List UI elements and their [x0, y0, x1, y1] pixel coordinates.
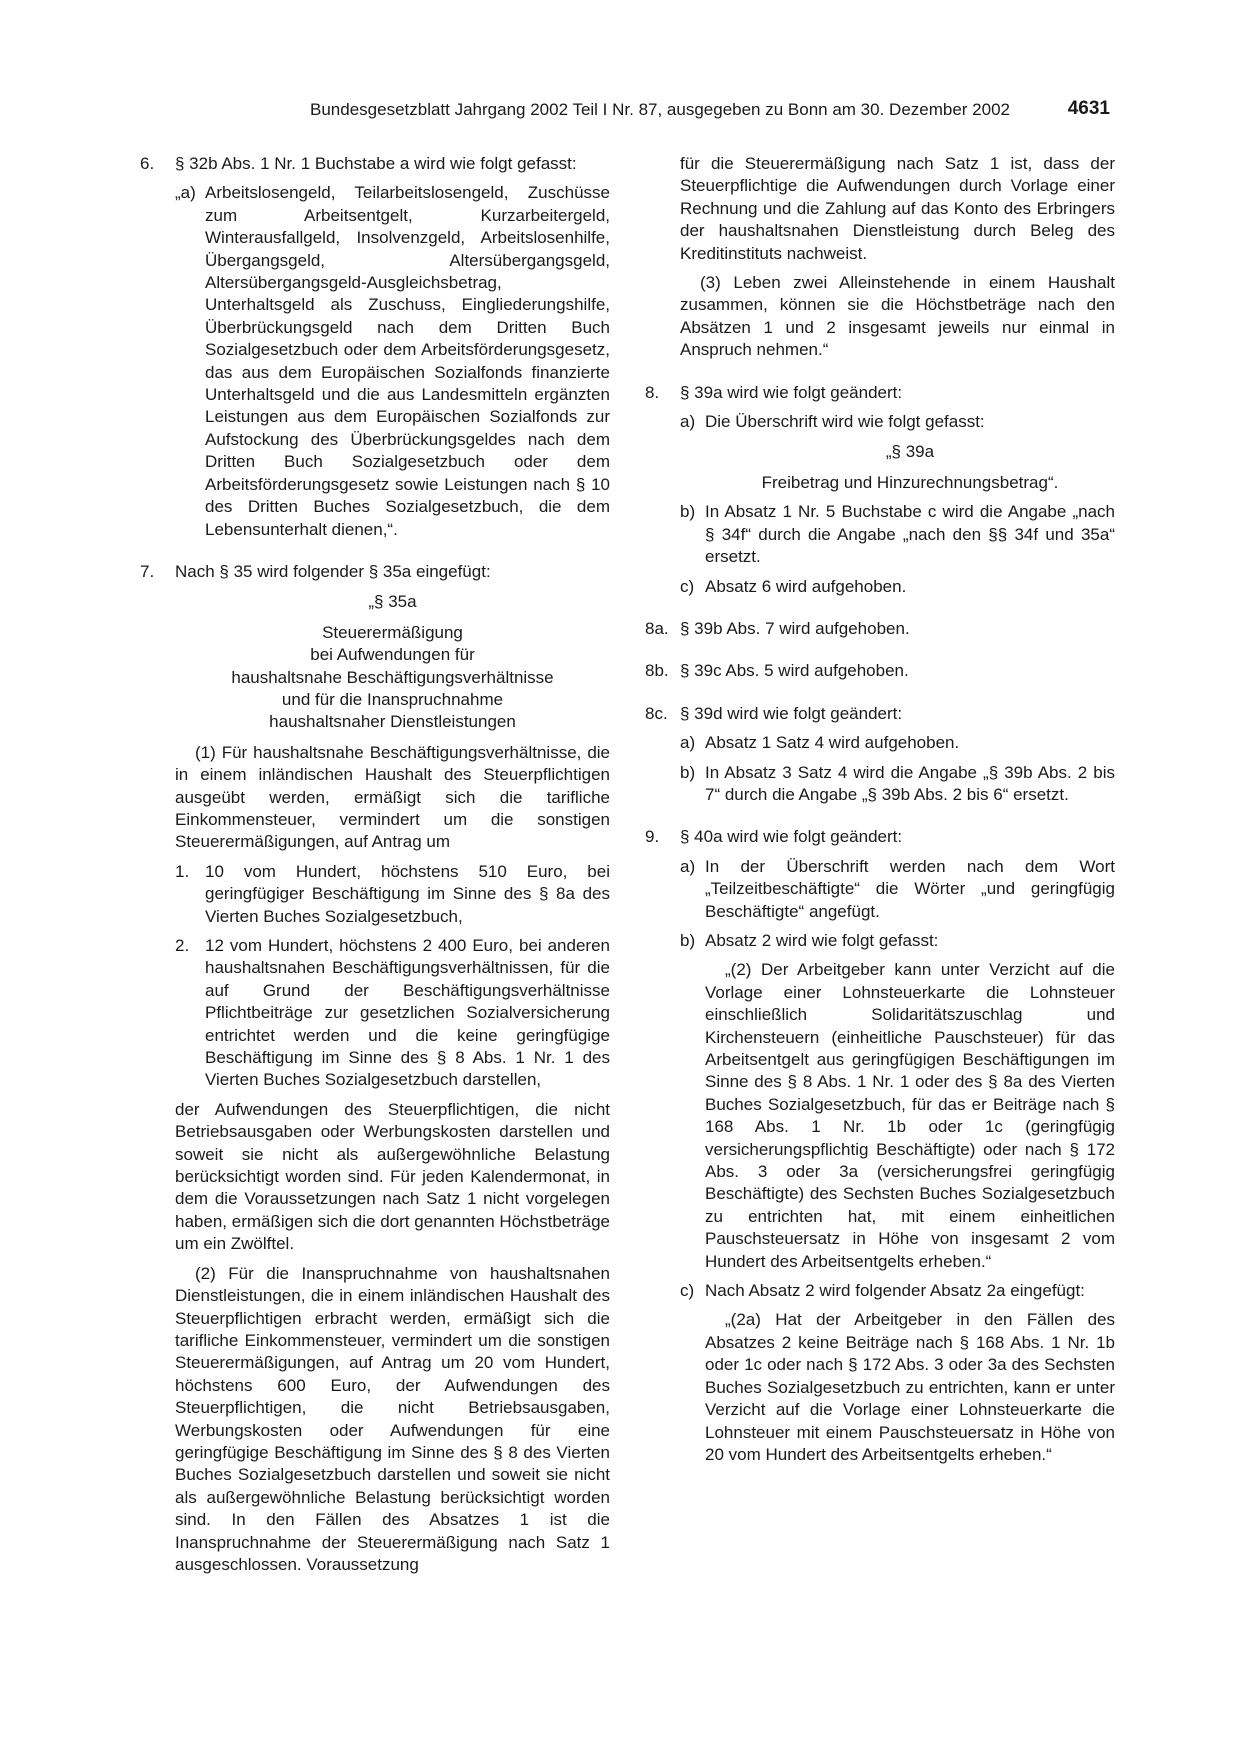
item-number: 8b. — [645, 661, 669, 681]
item-intro: § 40a wird wie folgt geändert: — [680, 827, 903, 847]
list-number: 1. — [175, 861, 190, 881]
right-column — [645, 153, 1115, 1466]
paragraph-sign: „§ 35a — [368, 592, 417, 612]
sub-item-number: b) — [680, 502, 696, 522]
section-heading: Freibetrag und Hinzurechnungsbetrag“. — [761, 472, 1059, 492]
sub-item-number: b) — [680, 762, 696, 782]
absatz-2-continuation: für die Steuerermäßigung nach Satz 1 ist, dass der Steuerpflichtige die Aufwendungen durch Vorlage einer Rechnung und die Zahlung auf das Konto des Erbringers der haushaltsnahen Dienstleistung durch Beleg des Kreditinstituts nachweist. — [680, 154, 1115, 263]
page-number: 4631 — [1067, 98, 1110, 119]
absatz-2: (2) Für die Inanspruchnahme von haushaltsnahen Dienstleistungen, die in einem inländischen Haushalt des Steuerpflichtigen erbracht werden, ermäßigt sich die tarifliche Einkommensteuer, vermindert um die sonstigen Steuerermäßigungen, auf Antrag um 20 vom Hundert, höchstens 600 Euro, der Aufwendungen des Steuerpflichtigen, die nicht Betriebsausgaben, Werbungskosten oder Aufwendungen für eine geringfügige Beschäftigung im Sinne des § 8 des Vierten Buches Sozialgesetzbuch darstellen und soweit sie nicht als außergewöhnliche Belastung berücksichtigt worden sind. In den Fällen des Absatzes 1 ist die Inanspruchnahme der Steuerermäßigung nach Satz 1 ausgeschlossen. Voraussetzung — [175, 1263, 610, 1574]
sub-item-number: a) — [680, 856, 696, 876]
sub-item-number: b) — [680, 930, 696, 950]
list-text: 12 vom Hundert, höchstens 2 400 Euro, bei anderen haushaltsnahen Beschäftigungsverhältnissen, für die auf Grund der Beschäftigungsverhältnisse Pflichtbeiträge zur gesetzlichen Sozialversicherung entrichtet werden und die keine geringfügige Beschäftigung im Sinne des § 8 Abs. 1 Nr. 1 des Vierten Buches Sozialgesetzbuch darstellen, — [205, 936, 610, 1090]
item-intro: Nach § 35 wird folgender § 35a eingefügt: — [175, 561, 491, 581]
item-text: § 39c Abs. 5 wird aufgehoben. — [680, 661, 909, 681]
sub-item-text: In Absatz 3 Satz 4 wird die Angabe „§ 39b Abs. 2 bis 7“ durch die Angabe „§ 39b Abs. 2 bis 6“ ersetzt. — [705, 762, 1115, 804]
absatz-1: (1) Für haushaltsnahe Beschäftigungsverhältnisse, die in einem inländischen Haushalt des Steuerpflichtigen ausgeübt werden, ermäßigt sich die tarifliche Einkommensteuer, vermindert um die sonstigen Steuerermäßigungen, auf Antrag um — [175, 742, 610, 852]
item-8c — [645, 703, 1115, 807]
list-text: 10 vom Hundert, höchstens 510 Euro, bei geringfügiger Beschäftigung im Sinne des § 8a des Vierten Buches Sozialgesetzbuch, — [205, 861, 610, 926]
item-8b — [645, 660, 1115, 682]
item-number: 7. — [140, 561, 155, 581]
quoted-absatz-2a: „(2a) Hat der Arbeitgeber in den Fällen des Absatzes 2 keine Beiträge nach § 168 Abs. 1 Nr. 1b oder 1c oder nach § 172 Abs. 3 oder 3a des Sechsten Buches Sozialgesetzbuch zu entrichten, kann er unter Verzicht auf die Vorlage einer Lohnsteuerkarte die Lohnsteuer mit einem Pauschsteuersatz in Höhe von 20 vom Hundert des Arbeitsentgelts erheben.“ — [705, 1310, 1115, 1464]
item-number: 8c. — [645, 703, 668, 723]
sub-item-text: In Absatz 1 Nr. 5 Buchstabe c wird die Angabe „nach § 34f“ durch die Angabe „nach den §§ 34f und 35a“ ersetzt. — [705, 502, 1115, 567]
item-8a — [645, 618, 1115, 640]
header-title: Bundesgesetzblatt Jahrgang 2002 Teil I Nr. 87, ausgegeben zu Bonn am 30. Dezember 2002 — [310, 100, 1010, 119]
sub-item-text: Arbeitslosengeld, Teilarbeitslosengeld, Zuschüsse zum Arbeitsentgelt, Kurzarbeitergeld, Winterausfallgeld, Insolvenzgeld, Arbeitslosenhilfe, Übergangsgeld, Altersübergangsgeld, Altersübergangsgeld-Ausgleichsbetrag, Unterhaltsgeld als Zuschuss, Eingliederungshilfe, Überbrückungsgeld nach dem Dritten Buch Sozialgesetzbuch oder dem Arbeitsförderungsgesetz, das aus dem Europäischen Sozialfonds finanzierte Unterhaltsgeld und die aus Landesmitteln ergänzten Leistungen aus dem Europäischen Sozialfonds zur Aufstockung des Überbrückungsgeldes nach dem Dritten Buch Sozialgesetzbuch oder dem Arbeitsförderungsgesetz sowie Leistungen nach § 10 des Dritten Buches Sozialgesetzbuch, die dem Lebensunterhalt dienen,“. — [205, 183, 610, 539]
sub-item-text: Absatz 6 wird aufgehoben. — [705, 576, 907, 596]
item-number: 8. — [645, 382, 660, 402]
item-text: § 39b Abs. 7 wird aufgehoben. — [680, 618, 910, 638]
item-6 — [140, 153, 610, 541]
item-intro: § 32b Abs. 1 Nr. 1 Buchstabe a wird wie folgt gefasst: — [175, 154, 577, 173]
item-number: 6. — [140, 154, 155, 173]
sub-item-a — [680, 411, 1115, 494]
sub-item-number: a) — [680, 412, 696, 432]
item-intro: § 39d wird wie folgt geändert: — [680, 703, 903, 723]
paragraph-sign: „§ 39a — [885, 442, 935, 462]
sub-item-b — [680, 930, 1115, 1273]
sub-item-a — [680, 856, 1115, 923]
quoted-absatz-2: „(2) Der Arbeitgeber kann unter Verzicht auf die Vorlage einer Lohnsteuerkarte die Lohnsteuer einschließlich Solidaritätszuschlag und Kirchensteuern (einheitliche Pauschsteuer) für das Arbeitsentgelt aus geringfügigen Beschäftigungen im Sinne des § 8 Abs. 1 Nr. 1 oder des § 8a des Vierten Buches Sozialgesetzbuch, für das er Beiträge nach § 168 Abs. 1 Nr. 1b oder 1c (geringfügig versicherungspflichtig Beschäftigte) oder nach § 172 Abs. 3 oder 3a (versicherungsfrei geringfügig Beschäftigte) des Sechsten Buches Sozialgesetzbuch zu entrichten hat, mit einem einheitlichen Pauschsteuersatz in Höhe von insgesamt 2 vom Hundert des Arbeitsentgelts erheben.“ — [705, 960, 1115, 1271]
sub-item-number: a) — [680, 733, 696, 753]
item-8 — [645, 382, 1115, 598]
heading-line: haushaltsnahe Beschäftigungsverhältnisse — [231, 667, 554, 687]
list-number: 2. — [175, 936, 190, 955]
sub-item-number: „a) — [175, 183, 196, 203]
absatz-1-continuation: der Aufwendungen des Steuerpflichtigen, die nicht Betriebsausgaben oder Werbungskosten darstellen und soweit sie nicht als außergewöhnliche Belastung berücksichtigt worden sind. Für jeden Kalendermonat, in dem die Voraussetzungen nach Satz 1 nicht vorgelegen haben, ermäßigen sich die dort genannten Höchstbeträge um ein Zwölftel. — [175, 1099, 610, 1254]
sub-item-c — [680, 1280, 1115, 1466]
heading-line: und für die Inanspruchnahme — [281, 689, 504, 709]
sub-item-b — [680, 501, 1115, 568]
item-7 — [140, 561, 610, 1576]
sub-item-text: Absatz 2 wird wie folgt gefasst: — [705, 930, 939, 950]
item-number: 9. — [645, 827, 660, 847]
heading-line: Steuerermäßigung — [322, 622, 463, 642]
absatz-3: (3) Leben zwei Alleinstehende in einem Haushalt zusammen, können sie die Höchstbeträge nach den Absätzen 1 und 2 insgesamt jeweils nur einmal in Anspruch nehmen.“ — [680, 273, 1115, 360]
sub-item-number: c) — [680, 1281, 695, 1301]
sub-item-number: c) — [680, 576, 695, 596]
item-intro: § 39a wird wie folgt geändert: — [680, 382, 903, 402]
sub-item-a — [175, 182, 610, 541]
heading-line: bei Aufwendungen für — [310, 645, 475, 665]
sub-item-a — [680, 732, 1115, 754]
left-column — [140, 153, 610, 1576]
section-heading — [175, 622, 610, 734]
sub-item-b — [680, 762, 1115, 807]
item-9 — [645, 826, 1115, 1466]
sub-item-c — [680, 576, 1115, 598]
item-number: 8a. — [645, 618, 669, 638]
sub-item-text: Die Überschrift wird wie folgt gefasst: — [705, 412, 985, 432]
page-header — [0, 100, 1240, 130]
sub-item-text: Absatz 1 Satz 4 wird aufgehoben. — [705, 733, 960, 753]
list-item — [175, 861, 610, 928]
sub-item-text: In der Überschrift werden nach dem Wort „Teilzeitbeschäftigte“ die Wörter „und geringfügig Beschäftigte“ angefügt. — [705, 856, 1115, 921]
item-7-continuation — [680, 153, 1115, 362]
heading-line: haushaltsnaher Dienstleistungen — [269, 712, 516, 732]
list-item — [175, 935, 610, 1092]
sub-item-text: Nach Absatz 2 wird folgender Absatz 2a eingefügt: — [705, 1281, 1085, 1301]
